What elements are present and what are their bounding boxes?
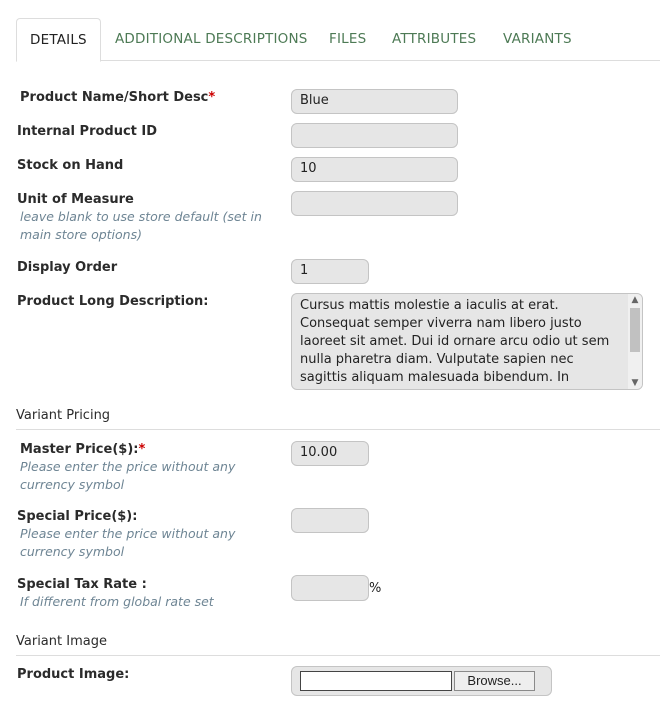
tab-details[interactable]: DETAILS <box>16 18 101 62</box>
long-description-label: Product Long Description: <box>17 294 209 309</box>
variant-pricing-heading: Variant Pricing <box>16 408 660 430</box>
master-price-hint: Please enter the price without any currency symbol <box>20 459 236 492</box>
special-tax-rate-hint: If different from global rate set <box>20 594 214 609</box>
special-price-label: Special Price($): <box>17 509 138 524</box>
stock-on-hand-input[interactable]: 10 <box>291 157 458 182</box>
unit-of-measure-label: Unit of Measure <box>17 192 134 207</box>
master-price-input[interactable]: 10.00 <box>291 441 369 466</box>
product-name-input[interactable]: Blue <box>291 89 458 114</box>
scroll-up-icon[interactable]: ▲ <box>631 295 639 305</box>
special-price-hint: Please enter the price without any currency symbol <box>20 526 236 559</box>
variant-image-heading: Variant Image <box>16 634 660 656</box>
display-order-input[interactable]: 1 <box>291 259 369 284</box>
stock-on-hand-label: Stock on Hand <box>17 158 124 173</box>
special-tax-rate-input[interactable] <box>291 575 369 601</box>
long-description-text: Cursus mattis molestie a iaculis at erat. Consequat semper viverra nam libero justo laoreet sit amet. Dui id ornare arcu odio ut sem nulla pharetra diam. Vulputate sapien nec sagittis aliquam malesuada bibendum. In <box>300 298 610 385</box>
product-name-label <box>20 90 215 105</box>
product-image-label: Product Image: <box>17 667 130 682</box>
percent-suffix: % <box>369 581 382 596</box>
product-image-file-input[interactable] <box>291 666 552 696</box>
browse-button[interactable]: Browse... <box>454 671 535 691</box>
master-price-label-text: Master Price($): <box>20 442 139 457</box>
tab-additional-descriptions[interactable]: ADDITIONAL DESCRIPTIONS <box>115 31 308 47</box>
required-mark: * <box>138 442 146 457</box>
master-price-label <box>20 442 145 457</box>
long-description-textarea[interactable] <box>291 293 643 390</box>
textarea-scrollbar[interactable] <box>628 294 642 389</box>
display-order-label: Display Order <box>17 260 118 275</box>
internal-product-id-input[interactable] <box>291 123 458 148</box>
unit-of-measure-input[interactable] <box>291 191 458 216</box>
scroll-down-icon[interactable]: ▼ <box>631 378 639 388</box>
special-tax-rate-label: Special Tax Rate : <box>17 577 147 592</box>
tab-attributes[interactable]: ATTRIBUTES <box>392 31 477 47</box>
special-price-input[interactable] <box>291 508 369 533</box>
product-name-label-text: Product Name/Short Desc <box>20 90 209 105</box>
tab-files[interactable]: FILES <box>329 31 367 47</box>
file-path-field[interactable] <box>300 671 452 691</box>
internal-product-id-label: Internal Product ID <box>17 124 158 139</box>
unit-of-measure-hint: leave blank to use store default (set in main store options) <box>20 209 262 242</box>
required-mark: * <box>208 90 216 105</box>
scroll-thumb[interactable] <box>630 308 640 352</box>
tab-bar <box>16 18 660 61</box>
tab-variants[interactable]: VARIANTS <box>503 31 572 47</box>
